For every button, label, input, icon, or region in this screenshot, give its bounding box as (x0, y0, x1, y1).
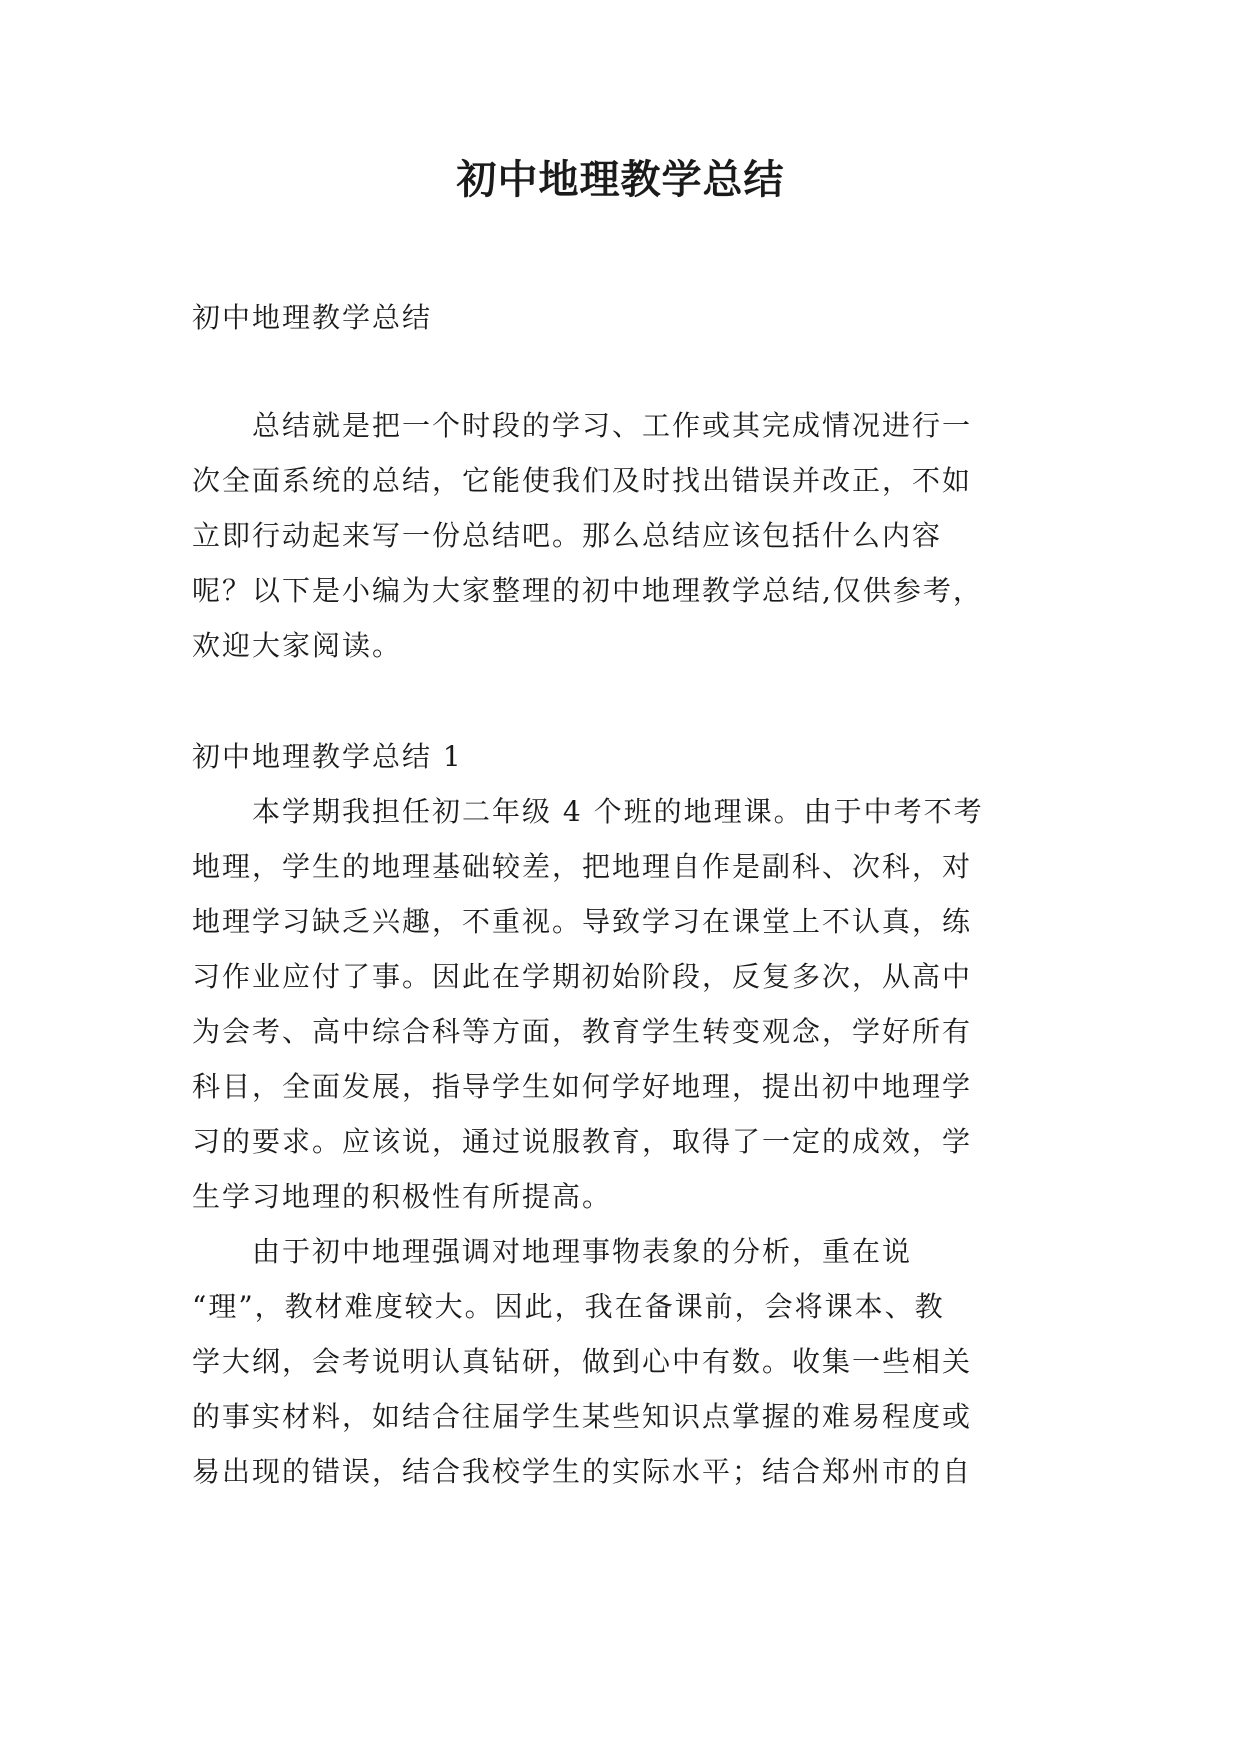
paragraph-line: 地理，学生的地理基础较差，把地理自作是副科、次科，对 (192, 850, 973, 883)
paragraph-line: 为会考、高中综合科等方面，教育学生转变观念，学好所有 (192, 1015, 973, 1048)
paragraph-line: 本学期我担任初二年级 4 个班的地理课。由于中考不考 (192, 795, 984, 828)
paragraph-line: 习的要求。应该说，通过说服教育，取得了一定的成效，学 (192, 1125, 973, 1158)
paragraph-line: 生学习地理的积极性有所提高。 (192, 1180, 613, 1213)
intro-line: 次全面系统的总结，它能使我们及时找出错误并改正，不如 (192, 464, 973, 497)
subtitle: 初中地理教学总结 (192, 301, 433, 334)
paragraph-line: “理”，教材难度较大。因此，我在备课前，会将课本、教 (192, 1290, 945, 1323)
document-title: 初中地理教学总结 (456, 156, 785, 203)
paragraph-line: 科目，全面发展，指导学生如何学好地理，提出初中地理学 (192, 1070, 973, 1103)
paragraph-line: 习作业应付了事。因此在学期初始阶段，反复多次，从高中 (192, 960, 973, 993)
intro-line: 欢迎大家阅读。 (192, 629, 403, 662)
intro-line: 呢？以下是小编为大家整理的初中地理教学总结,仅供参考， (192, 574, 983, 607)
section-heading: 初中地理教学总结 1 (192, 740, 463, 773)
paragraph-line: 由于初中地理强调对地理事物表象的分析，重在说 (192, 1235, 913, 1268)
paragraph-line: 的事实材料，如结合往届学生某些知识点掌握的难易程度或 (192, 1400, 973, 1433)
paragraph-line: 学大纲，会考说明认真钻研，做到心中有数。收集一些相关 (192, 1345, 973, 1378)
paragraph-line: 易出现的错误，结合我校学生的实际水平；结合郑州市的自 (192, 1455, 973, 1488)
intro-line: 总结就是把一个时段的学习、工作或其完成情况进行一 (192, 409, 973, 442)
paragraph-line: 地理学习缺乏兴趣，不重视。导致学习在课堂上不认真，练 (192, 905, 973, 938)
intro-line: 立即行动起来写一份总结吧。那么总结应该包括什么内容 (192, 519, 943, 552)
